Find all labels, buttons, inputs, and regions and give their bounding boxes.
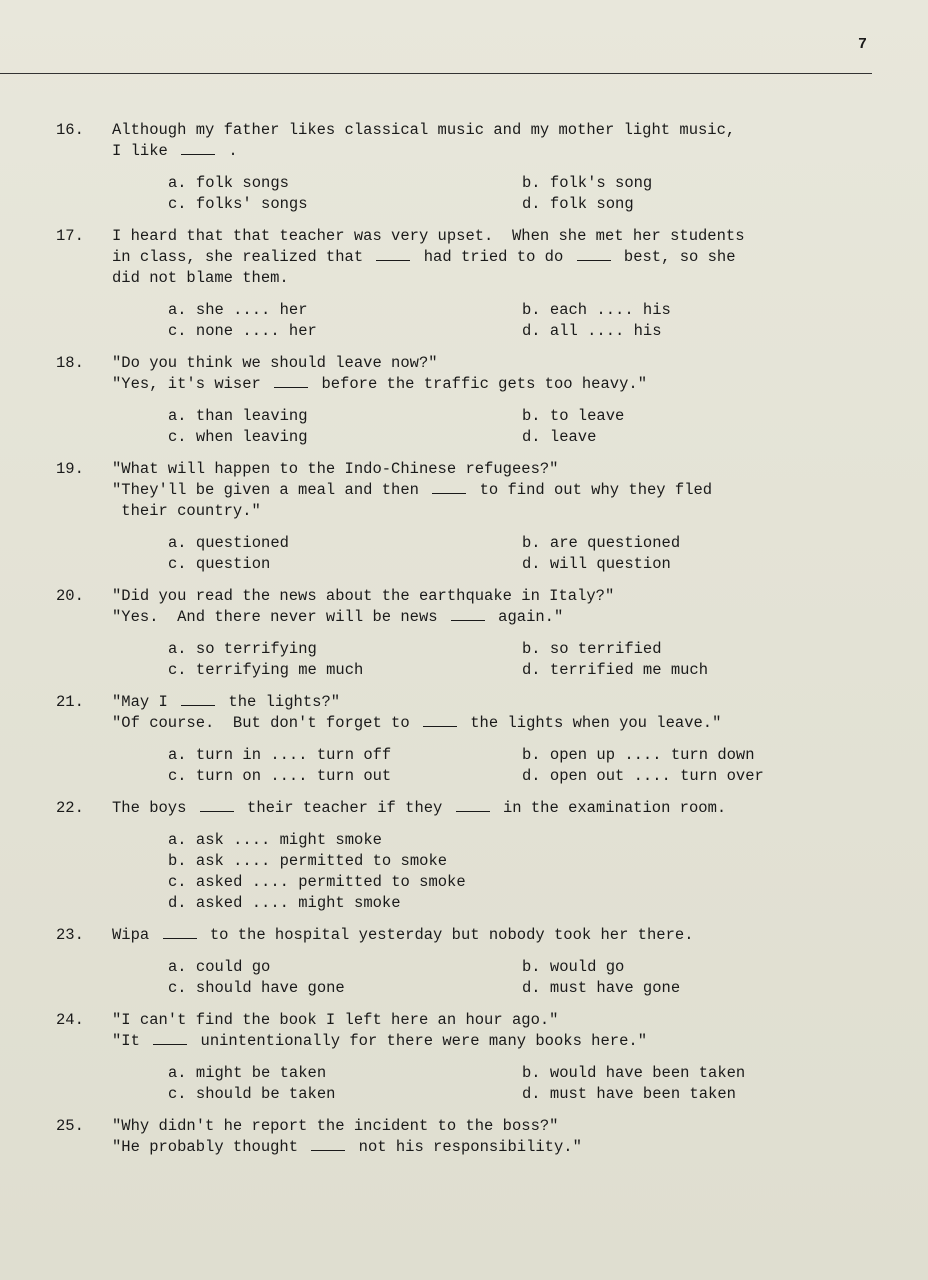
answer-option[interactable]: c. terrifying me much [168,661,364,679]
stem-text: did not blame them. [112,269,289,287]
option-row [168,173,876,194]
stem-line [112,459,876,480]
option-row [168,978,876,999]
answer-option[interactable]: a. questioned [168,534,289,552]
option-row [168,427,876,448]
answer-option[interactable]: d. asked .... might smoke [168,894,401,912]
stem-text: their country." [112,502,261,520]
answer-option[interactable]: d. folk song [522,195,634,213]
question-23 [56,925,876,999]
stem-text: Wipa [112,926,159,944]
answer-option[interactable]: b. to leave [522,407,625,425]
answer-option[interactable]: d. must have gone [522,979,681,997]
stem-text: before the traffic gets too heavy." [312,375,647,393]
answer-option[interactable]: b. open up .... turn down [522,746,755,764]
stem-text: "Of course. But don't forget to [112,714,419,732]
stem-text: not his responsibility." [349,1138,582,1156]
question-stem [112,798,876,819]
answer-blank [423,714,457,727]
answer-option[interactable]: a. might be taken [168,1064,327,1082]
answer-options [112,639,876,681]
answer-option[interactable]: d. must have been taken [522,1085,736,1103]
question-20 [56,586,876,681]
option-row [168,851,876,872]
answer-option[interactable]: d. all .... his [522,322,662,340]
stem-line [112,798,876,819]
stem-line [112,1010,876,1031]
answer-options [112,830,876,914]
question-number: 16. [56,121,84,139]
stem-line [112,607,876,628]
stem-text: the lights?" [219,693,341,711]
question-stem [112,1010,876,1052]
stem-text: "He probably thought [112,1138,308,1156]
answer-option[interactable]: a. she .... her [168,301,308,319]
option-row [168,639,876,660]
stem-text: in the examination room. [493,799,727,817]
answer-option[interactable]: a. ask .... might smoke [168,831,382,849]
answer-option[interactable]: a. could go [168,958,271,976]
answer-blank [376,248,410,261]
stem-text: "What will happen to the Indo-Chinese refugees?" [112,460,559,478]
stem-line [112,692,876,713]
stem-line [112,268,876,289]
answer-option[interactable]: d. will question [522,555,671,573]
stem-line [112,226,876,247]
question-stem [112,692,876,734]
stem-line [112,480,876,501]
stem-text: "Why didn't he report the incident to the boss?" [112,1117,559,1135]
question-number: 19. [56,460,84,478]
question-25 [56,1116,876,1158]
stem-text: in class, she realized that [112,248,373,266]
stem-text: Although my father likes classical music and my mother light music, [112,121,736,139]
stem-text: unintentionally for there were many books here." [191,1032,647,1050]
stem-text: . [219,142,238,160]
answer-blank [577,248,611,261]
answer-option[interactable]: b. ask .... permitted to smoke [168,852,448,870]
question-number: 24. [56,1011,84,1029]
answer-option[interactable]: c. asked .... permitted to smoke [168,873,466,891]
option-row [168,554,876,575]
stem-text: had tried to do [414,248,573,266]
stem-line [112,1137,876,1158]
question-number: 20. [56,587,84,605]
option-row [168,1084,876,1105]
header-rule [0,73,872,74]
stem-text: I heard that that teacher was very upset. When she met her students [112,227,745,245]
answer-option[interactable]: a. turn in .... turn off [168,746,392,764]
option-row [168,300,876,321]
option-row [168,766,876,787]
question-stem [112,459,876,522]
answer-blank [274,375,308,388]
question-number: 17. [56,227,84,245]
answer-option[interactable]: c. turn on .... turn out [168,767,392,785]
question-17 [56,226,876,342]
answer-option[interactable]: d. open out .... turn over [522,767,764,785]
answer-blank [163,926,197,939]
question-number: 21. [56,693,84,711]
answer-option[interactable]: a. than leaving [168,407,308,425]
option-row [168,893,876,914]
answer-option[interactable]: d. terrified me much [522,661,709,679]
answer-option[interactable]: b. each .... his [522,301,671,319]
option-row [168,321,876,342]
option-row [168,660,876,681]
stem-text: "Did you read the news about the earthquake in Italy?" [112,587,615,605]
answer-option[interactable]: d. leave [522,428,597,446]
stem-text: to the hospital yesterday but nobody took her there. [200,926,694,944]
answer-option[interactable]: c. when leaving [168,428,308,446]
stem-text: "I can't find the book I left here an hour ago." [112,1011,559,1029]
question-number: 23. [56,926,84,944]
answer-option[interactable]: a. folk songs [168,174,289,192]
stem-line [112,141,876,162]
answer-option[interactable]: b. would have been taken [522,1064,746,1082]
question-number: 25. [56,1117,84,1135]
option-row [168,745,876,766]
stem-line [112,501,876,522]
answer-option[interactable]: c. none .... her [168,322,317,340]
stem-line [112,247,876,268]
question-stem [112,1116,876,1158]
stem-text: best, so she [614,248,736,266]
option-row [168,830,876,851]
answer-option[interactable]: c. should have gone [168,979,345,997]
stem-line [112,120,876,141]
stem-text: I like [112,142,178,160]
stem-text: "They'll be given a meal and then [112,481,429,499]
answer-blank [200,799,234,812]
answer-blank [181,142,215,155]
answer-blank [456,799,490,812]
answer-option[interactable]: b. are questioned [522,534,681,552]
question-19 [56,459,876,575]
question-21 [56,692,876,787]
option-row [168,957,876,978]
answer-blank [311,1138,345,1151]
answer-blank [153,1032,187,1045]
answer-option[interactable]: b. folk's song [522,174,653,192]
answer-option[interactable]: c. should be taken [168,1085,336,1103]
stem-text: "It [112,1032,150,1050]
stem-text: "Yes. And there never will be news [112,608,447,626]
option-row [168,194,876,215]
stem-line [112,374,876,395]
option-row [168,872,876,893]
stem-text: "May I [112,693,178,711]
stem-line [112,713,876,734]
stem-text: to find out why they fled [470,481,713,499]
question-list [56,120,876,1169]
answer-options [112,1063,876,1105]
question-stem [112,226,876,289]
question-18 [56,353,876,448]
stem-text: their teacher if they [237,799,452,817]
stem-text: "Yes, it's wiser [112,375,271,393]
question-16 [56,120,876,215]
question-22 [56,798,876,914]
answer-option[interactable]: c. folks' songs [168,195,308,213]
stem-text: the lights when you leave." [460,714,722,732]
question-stem [112,353,876,395]
question-number: 22. [56,799,84,817]
answer-option[interactable]: b. would go [522,958,625,976]
answer-blank [181,693,215,706]
question-24 [56,1010,876,1105]
stem-text: The boys [112,799,196,817]
stem-line [112,1116,876,1137]
option-row [168,533,876,554]
answer-blank [451,608,485,621]
stem-line [112,586,876,607]
question-stem [112,925,876,946]
answer-options [112,533,876,575]
page-number: 7 [858,36,868,53]
answer-options [112,406,876,448]
question-stem [112,586,876,628]
stem-text: again." [488,608,564,626]
answer-options [112,745,876,787]
option-row [168,1063,876,1084]
stem-line [112,1031,876,1052]
answer-options [112,957,876,999]
question-stem [112,120,876,162]
question-number: 18. [56,354,84,372]
answer-option[interactable]: a. so terrifying [168,640,317,658]
option-row [168,406,876,427]
answer-options [112,173,876,215]
answer-option[interactable]: b. so terrified [522,640,662,658]
stem-line [112,353,876,374]
stem-line [112,925,876,946]
answer-option[interactable]: c. question [168,555,271,573]
stem-text: "Do you think we should leave now?" [112,354,438,372]
answer-blank [432,481,466,494]
answer-options [112,300,876,342]
